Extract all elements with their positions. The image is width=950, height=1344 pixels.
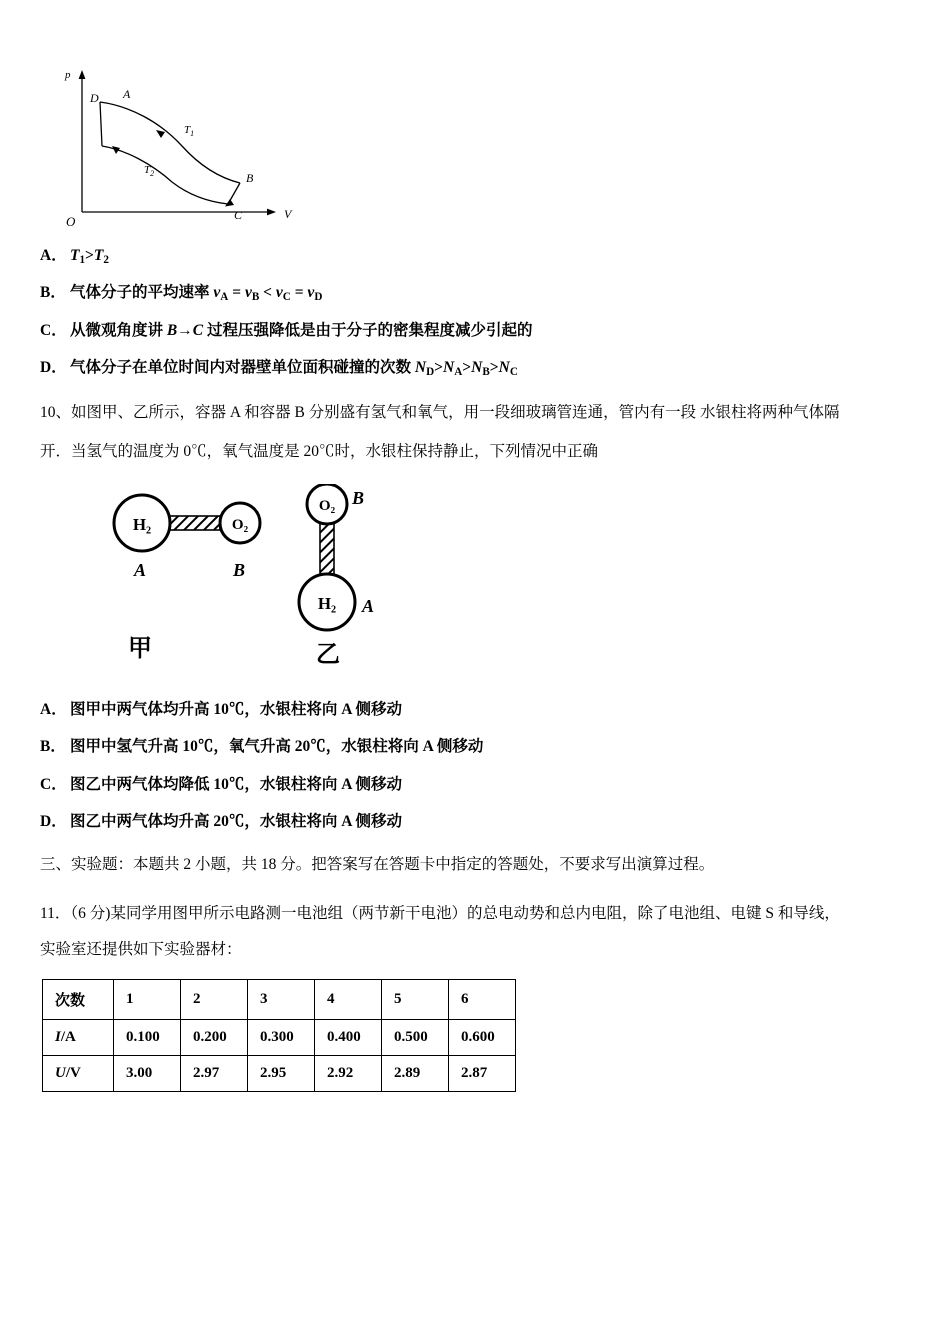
cell-I-3: 0.300 [248, 1019, 315, 1055]
cell-U-3: 2.95 [248, 1055, 315, 1091]
pv-diagram-svg [60, 60, 320, 230]
q10-option-d-label: D． [40, 812, 67, 830]
svg-text:O: O [66, 214, 76, 229]
q10-line2: 开．当氢气的温度为 0℃，氧气温度是 20℃时，水银柱保持静止，下列情况中正确 [40, 442, 599, 460]
measurement-table [42, 979, 516, 1092]
svg-text:A: A [123, 87, 131, 101]
q10-line1: 10、如图甲、乙所示，容器 A 和容器 B 分别盛有氢气和氧气，用一段细玻璃管连通，管内有一段 水银柱将两种气体隔 [40, 404, 840, 421]
q10-figure-svg [100, 484, 520, 684]
q10-option-b-text: 图甲中氢气升高 10℃，氧气升高 20℃，水银柱将向 A 侧移动 [70, 738, 484, 756]
svg-text:H₂: H₂ [317, 594, 337, 614]
q10-option-c-label: C． [40, 775, 67, 793]
svg-text:B: B [246, 171, 254, 185]
svg-text:O₂: O₂ [231, 517, 249, 534]
q9-option-b-label: B． [40, 284, 66, 302]
cell-I-1: 0.100 [114, 1019, 181, 1055]
cell-I-6: 0.600 [449, 1019, 516, 1055]
q9-option-b [40, 281, 910, 304]
q10-option-b-label: B． [40, 738, 66, 756]
q10-option-a [40, 698, 910, 721]
svg-text:B: B [352, 488, 365, 509]
q10-option-c [40, 773, 910, 796]
q9-option-a [40, 244, 910, 267]
cell-U-6: 2.87 [449, 1055, 516, 1091]
q9-option-c-label: C． [40, 321, 67, 339]
svg-text:H₂: H₂ [132, 515, 152, 535]
table-col-2: 2 [181, 979, 248, 1019]
q10-option-a-text: 图甲中两气体均升高 10℃，水银柱将向 A 侧移动 [70, 701, 402, 719]
table-row-header-label: 次数 [43, 979, 114, 1019]
table-row-label-voltage: U/V [43, 1055, 114, 1091]
table-row-label-current: I/A [43, 1019, 114, 1055]
svg-text:甲: 甲 [128, 636, 152, 663]
svg-text:D: D [90, 91, 99, 105]
svg-text:A: A [362, 596, 375, 617]
q9-option-d-text: 气体分子在单位时间内对器壁单位面积碰撞的次数 $N_D>N_A>N_B>N_C$ [70, 358, 518, 378]
q9-option-c-text: 从微观角度讲 B→C 过程压强降低是由于分子的密集程度减少引起的 [70, 321, 533, 339]
table-col-1: 1 [114, 979, 181, 1019]
table-col-5: 5 [382, 979, 449, 1019]
table-col-6: 6 [449, 979, 516, 1019]
svg-text:A: A [134, 560, 147, 581]
q10-figure [100, 484, 520, 684]
table-col-4: 4 [315, 979, 382, 1019]
table-row-current [43, 1019, 516, 1055]
svg-text:T2: $T_2$ [144, 164, 155, 178]
q11-line2: 实验室还提供如下实验器材： [40, 941, 242, 959]
svg-text:乙: 乙 [316, 642, 340, 669]
q9-option-d [40, 356, 910, 379]
q11-line1: 11．（6 分)某同学用图甲所示电路测一电池组（两节新干电池）的总电动势和总内电阻，除了电池组、电键 S 和导线， [40, 904, 840, 922]
q10-option-c-text: 图乙中两气体均降低 10℃，水银柱将向 A 侧移动 [70, 775, 402, 793]
table-row-voltage [43, 1055, 516, 1091]
svg-text:O₂: O₂ [318, 498, 336, 515]
cell-I-2: 0.200 [181, 1019, 248, 1055]
svg-text:C: C [234, 208, 243, 222]
q9-option-c [40, 319, 910, 342]
q9-option-b-text: 气体分子的平均速率 $v_A = v_B < v_C = v_D$ [70, 284, 323, 304]
cell-U-1: 3.00 [114, 1055, 181, 1091]
svg-text:p: p [65, 69, 71, 81]
q10-option-a-label: A． [40, 701, 67, 719]
cell-U-4: 2.92 [315, 1055, 382, 1091]
cell-I-5: 0.500 [382, 1019, 449, 1055]
pv-diagram-figure [60, 60, 320, 230]
cell-I-4: 0.400 [315, 1019, 382, 1055]
section3-heading: 三、实验题：本题共 2 小题，共 18 分。把答案写在答题卡中指定的答题处，不要求写出演算过程。 [40, 856, 715, 874]
cell-U-2: 2.97 [181, 1055, 248, 1091]
page-content [40, 60, 910, 1092]
q9-option-a-label: A． [40, 247, 67, 264]
q9-option-d-label: D． [40, 358, 67, 376]
svg-text:V: V [284, 207, 292, 221]
svg-text:B: B [233, 560, 246, 581]
cell-U-5: 2.89 [382, 1055, 449, 1091]
table-row-header [43, 979, 516, 1019]
q10-option-d-text: 图乙中两气体均升高 20℃，水银柱将向 A 侧移动 [70, 812, 402, 830]
q10-option-d [40, 810, 910, 833]
table-col-3: 3 [248, 979, 315, 1019]
q10-option-b [40, 735, 910, 758]
q9-option-a-text: $T_1>T_2$ [70, 247, 109, 267]
svg-text:T1: $T_1$ [184, 124, 195, 138]
